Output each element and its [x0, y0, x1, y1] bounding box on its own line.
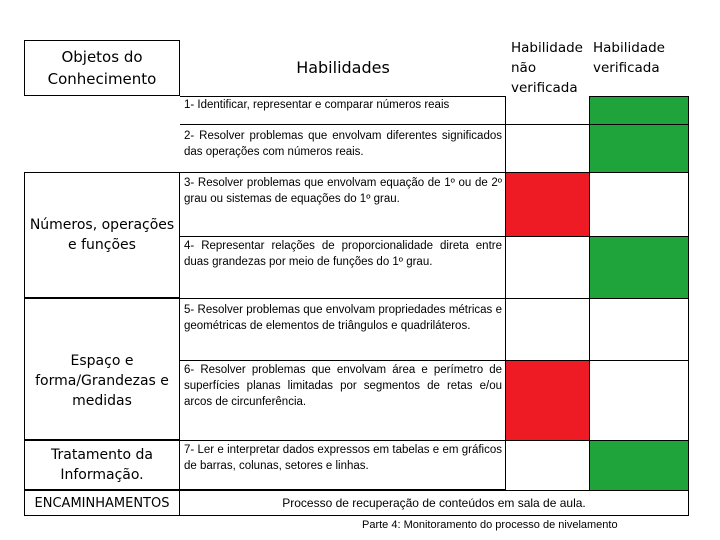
category-label: Espaço e forma/Grandezas e medidas	[35, 353, 169, 409]
skills-title: Habilidades	[296, 58, 390, 77]
status-7-not-verified	[506, 440, 589, 490]
not-verified-title: Habilidade não verificada	[511, 40, 583, 96]
objects-title: Objetos do Conhecimento	[47, 48, 157, 88]
footer-text: Processo de recuperação de conteúdos em sala de aula.	[282, 496, 586, 510]
skill-1: 1- Identificar, representar e comparar números reais	[184, 99, 450, 111]
status-4-not-verified	[506, 236, 589, 298]
verified-header	[593, 38, 683, 78]
status-2-verified	[590, 124, 688, 172]
skill-3: 3- Resolver problemas que envolvam equação de 1º ou de 2º grau ou sistemas de equações do 1º grau.	[184, 177, 502, 205]
skills-header	[180, 40, 506, 96]
page-caption: Parte 4: Monitoramento do processo de nivelamento	[362, 519, 618, 531]
category-label: Tratamento da Informação.	[51, 447, 153, 483]
skill-5: 5- Resolver problemas que envolvam propriedades métricas e geométricas de elementos de triângulos e quadriláteros.	[184, 304, 502, 332]
verified-title: Habilidade verificada	[593, 40, 665, 76]
status-2-not-verified	[506, 124, 589, 172]
objects-header	[24, 40, 180, 96]
status-1-verified	[590, 96, 688, 124]
footer-label-box	[24, 490, 180, 516]
status-5-verified	[590, 298, 688, 360]
footer-label: ENCAMINHAMENTOS	[34, 495, 170, 511]
skill-6: 6- Resolver problemas que envolvam área e perímetro de superfícies planas limitadas por segmentos de retas e/ou arcos de circunferência.	[184, 364, 502, 408]
status-5-not-verified	[506, 298, 589, 360]
skill-4: 4- Representar relações de proporcionalidade direta entre duas grandezas por meio de funções do 1º grau.	[184, 240, 502, 268]
not-verified-header	[511, 38, 591, 98]
category-label: Números, operações e funções	[29, 217, 175, 253]
status-7-verified	[590, 441, 688, 490]
category-numbers	[24, 172, 180, 298]
status-4-verified	[590, 236, 688, 298]
footer-text-box	[180, 490, 689, 516]
status-6-verified	[590, 361, 688, 440]
status-1-not-verified	[506, 96, 589, 124]
status-3-not-verified	[506, 173, 589, 236]
status-3-verified	[590, 173, 688, 236]
skill-7: 7- Ler e interpretar dados expressos em tabelas e em gráficos de barras, colunas, setores e linhas.	[184, 444, 502, 472]
status-6-not-verified	[506, 361, 589, 440]
category-geometry	[24, 298, 180, 440]
skill-2: 2- Resolver problemas que envolvam diferentes significados das operações com números reais.	[184, 130, 502, 158]
category-information	[24, 440, 180, 490]
